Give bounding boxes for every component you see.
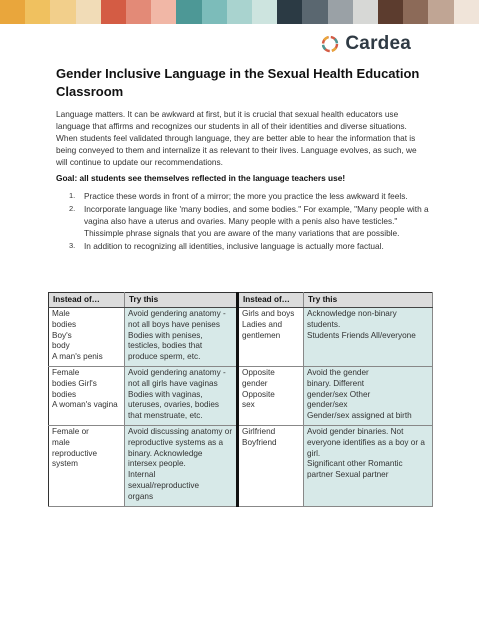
table-row bbox=[49, 425, 433, 506]
color-band-segment bbox=[126, 0, 151, 24]
color-band-segment bbox=[378, 0, 403, 24]
table-cell: Male bodies Boy's body A man's penis bbox=[49, 308, 125, 367]
color-band-segment bbox=[151, 0, 176, 24]
brand bbox=[320, 33, 411, 55]
color-band-segment bbox=[76, 0, 101, 24]
list-item bbox=[56, 240, 431, 252]
list-number: 3. bbox=[69, 241, 76, 250]
table-cell: Female or male reproductive system bbox=[49, 425, 125, 506]
table-cell: Girls and boys Ladies and gentlemen bbox=[238, 308, 304, 367]
color-band-segment bbox=[0, 0, 25, 24]
table-cell: Avoid gender binaries. Not everyone identifies as a boy or a girl. Significant other Romantic partner Sexual partner bbox=[304, 425, 433, 506]
color-band-segment bbox=[353, 0, 378, 24]
table-row bbox=[49, 366, 433, 425]
color-band-segment bbox=[50, 0, 75, 24]
cardea-logo-icon bbox=[320, 34, 340, 54]
table-cell: Avoid gendering anatomy - not all girls have vaginas Bodies with vaginas, uteruses, ovaries, bodies that menstruate, etc. bbox=[125, 366, 238, 425]
intro-paragraph: Language matters. It can be awkward at first, but it is crucial that sexual health educators use language that affirms and recognizes our students in all of their identities and diverse situations. When students feel validated through language, they are better able to hear the information that is being conveyed to them and internalize it as relevant to their lives. Language evolves, as such, we will continue to update our recommendations. bbox=[56, 109, 417, 167]
column-header: Try this bbox=[304, 293, 433, 308]
list-item-text: In addition to recognizing all identities, inclusive language is actually more factual. bbox=[84, 241, 384, 251]
color-band-segment bbox=[454, 0, 479, 24]
table-cell: Female bodies Girl's bodies A woman's vagina bbox=[49, 366, 125, 425]
color-band-segment bbox=[227, 0, 252, 24]
color-band-segment bbox=[101, 0, 126, 24]
color-band-segment bbox=[302, 0, 327, 24]
list-number: 2. bbox=[69, 204, 76, 213]
page-title: Gender Inclusive Language in the Sexual Health Education Classroom bbox=[56, 66, 420, 99]
table-cell: Acknowledge non-binary students. Students Friends All/everyone bbox=[304, 308, 433, 367]
list-item-text: Incorporate language like 'many bodies, and some bodies." For example, "Many people with a vagina also have a uterus and ovaries. Many people with a penis also have testicles." Thissimple phrase signals that you are aware of the many variations that are possible. bbox=[84, 204, 429, 238]
color-band-segment bbox=[176, 0, 201, 24]
color-band-segment bbox=[252, 0, 277, 24]
color-band-segment bbox=[202, 0, 227, 24]
table-row bbox=[49, 308, 433, 367]
color-band-segment bbox=[428, 0, 453, 24]
list-item-text: Practice these words in front of a mirror; the more you practice the less awkward it feels. bbox=[84, 191, 408, 201]
color-band-segment bbox=[328, 0, 353, 24]
column-header: Instead of… bbox=[49, 293, 125, 308]
brand-name: Cardea bbox=[345, 33, 411, 54]
table-header-row bbox=[49, 293, 433, 308]
column-header: Instead of… bbox=[238, 293, 304, 308]
table-cell: Avoid the gender binary. Different gender/sex Other gender/sex Gender/sex assigned at birth bbox=[304, 366, 433, 425]
table-cell: Avoid discussing anatomy or reproductive systems as a binary. Acknowledge intersex people. Internal sexual/reproductive organs bbox=[125, 425, 238, 506]
table-cell: Girlfriend Boyfriend bbox=[238, 425, 304, 506]
table-cell: Opposite gender Opposite sex bbox=[238, 366, 304, 425]
list-number: 1. bbox=[69, 191, 76, 200]
goal-statement: Goal: all students see themselves reflected in the language teachers use! bbox=[56, 173, 346, 183]
color-band-segment bbox=[277, 0, 302, 24]
table-cell: Avoid gendering anatomy - not all boys have penises Bodies with penises, testicles, bodies that produce sperm, etc. bbox=[125, 308, 238, 367]
color-band-segment bbox=[403, 0, 428, 24]
decorative-color-band bbox=[0, 0, 479, 24]
color-band-segment bbox=[25, 0, 50, 24]
column-header: Try this bbox=[125, 293, 238, 308]
list-item bbox=[56, 190, 431, 202]
recommendation-list bbox=[56, 190, 431, 253]
language-table bbox=[48, 292, 433, 507]
list-item bbox=[56, 203, 431, 239]
